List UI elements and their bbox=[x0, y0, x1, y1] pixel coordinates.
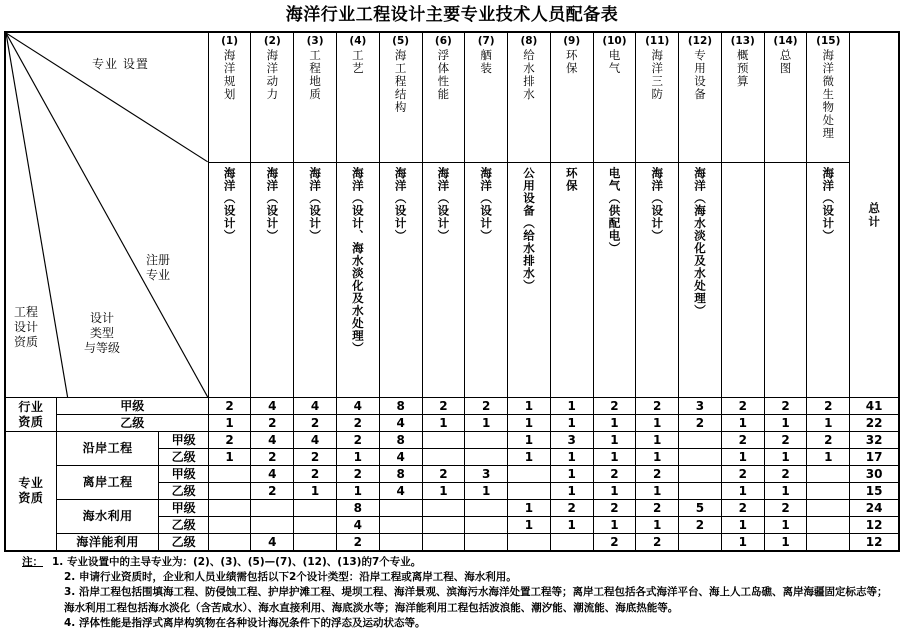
cell-industry-a-9: 1 bbox=[550, 398, 593, 415]
cell-industry-b-2: 2 bbox=[251, 415, 294, 432]
cell-coastal-a-total: 32 bbox=[850, 432, 899, 449]
cell-industry-b-11: 1 bbox=[636, 415, 679, 432]
cell-coastal-b-14: 1 bbox=[764, 449, 807, 466]
table-row bbox=[5, 500, 899, 517]
cell-seawater-a-1 bbox=[208, 500, 251, 517]
cell-offshore-b-1 bbox=[208, 483, 251, 500]
cell-seawater-a-2 bbox=[251, 500, 294, 517]
grade-label-offshore-b: 乙级 bbox=[159, 483, 208, 500]
subgroup-label-seawater: 海水利用 bbox=[56, 500, 159, 534]
cell-offshore-a-6: 2 bbox=[422, 466, 465, 483]
column-name-15: 海洋微生物处理 bbox=[821, 48, 836, 140]
column-header-4 bbox=[336, 32, 379, 163]
group-label-industry-qualification bbox=[5, 398, 56, 432]
cell-offshore-b-3: 1 bbox=[294, 483, 337, 500]
cell-offshore-a-13: 2 bbox=[721, 466, 764, 483]
column-name-10: 电气 bbox=[607, 48, 622, 75]
cell-industry-b-4: 2 bbox=[336, 415, 379, 432]
registration-cell-3 bbox=[294, 163, 337, 398]
registration-cell-9 bbox=[550, 163, 593, 398]
column-header-1 bbox=[208, 32, 251, 163]
page-title: 海洋行业工程设计主要专业技术人员配备表 bbox=[285, 5, 619, 25]
column-header-11 bbox=[636, 32, 679, 163]
registration-text-8: 公用设备（给水排水） bbox=[521, 167, 536, 292]
registration-text-15: 海洋（设计） bbox=[821, 167, 836, 242]
registration-text-7: 海洋（设计） bbox=[479, 167, 494, 242]
grade-label-seawater-a: 甲级 bbox=[159, 500, 208, 517]
cell-seawater-b-5 bbox=[379, 517, 422, 534]
cell-industry-b-total: 22 bbox=[850, 415, 899, 432]
corner-label-qualification bbox=[14, 305, 38, 350]
cell-seawater-b-total: 12 bbox=[850, 517, 899, 534]
cell-industry-a-13: 2 bbox=[721, 398, 764, 415]
cell-coastal-a-2: 4 bbox=[251, 432, 294, 449]
cell-coastal-a-7 bbox=[465, 432, 508, 449]
group-label-specialty-qualification bbox=[5, 432, 56, 552]
column-number-13: (13) bbox=[730, 35, 755, 47]
cell-seawater-a-15 bbox=[807, 500, 850, 517]
group-label-line1: 专业 bbox=[18, 476, 44, 490]
cell-industry-b-14: 1 bbox=[764, 415, 807, 432]
group-label-line1: 行业 bbox=[18, 399, 44, 414]
cell-offshore-b-12 bbox=[679, 483, 722, 500]
corner-label-qualification-line1: 工程 bbox=[14, 305, 39, 319]
cell-offshore-a-7: 3 bbox=[465, 466, 508, 483]
registration-cell-13 bbox=[721, 163, 764, 398]
cell-offshore-a-1 bbox=[208, 466, 251, 483]
cell-coastal-a-11: 1 bbox=[636, 432, 679, 449]
cell-industry-a-2: 4 bbox=[251, 398, 294, 415]
notes-label: 注： bbox=[22, 556, 43, 568]
column-number-3: (3) bbox=[306, 35, 324, 47]
cell-offshore-a-3: 2 bbox=[294, 466, 337, 483]
cell-coastal-a-13: 2 bbox=[721, 432, 764, 449]
registration-cell-7 bbox=[465, 163, 508, 398]
cell-offshore-b-total: 15 bbox=[850, 483, 899, 500]
cell-seawater-b-7 bbox=[465, 517, 508, 534]
notes-section bbox=[0, 555, 904, 631]
corner-label-registration-line1: 注册 bbox=[146, 253, 171, 267]
cell-offshore-b-11: 1 bbox=[636, 483, 679, 500]
table-row bbox=[5, 398, 899, 415]
cell-seawater-b-4: 4 bbox=[336, 517, 379, 534]
column-number-15: (15) bbox=[816, 35, 841, 47]
column-name-4: 工艺 bbox=[350, 48, 365, 75]
cell-coastal-b-3: 2 bbox=[294, 449, 337, 466]
column-name-11: 海洋三防 bbox=[650, 48, 665, 101]
cell-coastal-b-9: 1 bbox=[550, 449, 593, 466]
cell-offshore-b-2: 2 bbox=[251, 483, 294, 500]
cell-ocean-energy-b-11: 2 bbox=[636, 534, 679, 552]
cell-coastal-a-10: 1 bbox=[593, 432, 636, 449]
cell-seawater-b-8: 1 bbox=[508, 517, 551, 534]
corner-label-design-type-line3: 与等级 bbox=[84, 341, 121, 355]
cell-seawater-b-6 bbox=[422, 517, 465, 534]
cell-offshore-b-14: 1 bbox=[764, 483, 807, 500]
cell-seawater-a-9: 2 bbox=[550, 500, 593, 517]
column-header-14 bbox=[764, 32, 807, 163]
column-header-6 bbox=[422, 32, 465, 163]
grade-label-offshore-a: 甲级 bbox=[159, 466, 208, 483]
cell-seawater-b-10: 1 bbox=[593, 517, 636, 534]
cell-seawater-b-13: 1 bbox=[721, 517, 764, 534]
column-number-14: (14) bbox=[773, 35, 798, 47]
cell-coastal-a-15: 2 bbox=[807, 432, 850, 449]
note-item-2 bbox=[64, 570, 896, 585]
cell-coastal-b-1: 1 bbox=[208, 449, 251, 466]
column-header-8 bbox=[508, 32, 551, 163]
column-header-3 bbox=[294, 32, 337, 163]
cell-seawater-b-15 bbox=[807, 517, 850, 534]
column-number-10: (10) bbox=[602, 35, 627, 47]
cell-offshore-a-12 bbox=[679, 466, 722, 483]
corner-label-registration bbox=[146, 253, 170, 283]
cell-coastal-b-total: 17 bbox=[850, 449, 899, 466]
cell-industry-a-12: 3 bbox=[679, 398, 722, 415]
cell-coastal-b-10: 1 bbox=[593, 449, 636, 466]
note-item-1 bbox=[22, 555, 896, 570]
registration-cell-14 bbox=[764, 163, 807, 398]
cell-coastal-b-7 bbox=[465, 449, 508, 466]
column-name-7: 舾装 bbox=[479, 48, 494, 75]
cell-coastal-b-11: 1 bbox=[636, 449, 679, 466]
table-row bbox=[5, 534, 899, 552]
column-name-9: 环保 bbox=[564, 48, 579, 75]
cell-offshore-a-9: 1 bbox=[550, 466, 593, 483]
cell-ocean-energy-b-7 bbox=[465, 534, 508, 552]
cell-coastal-b-2: 2 bbox=[251, 449, 294, 466]
cell-ocean-energy-b-13: 1 bbox=[721, 534, 764, 552]
cell-industry-a-10: 2 bbox=[593, 398, 636, 415]
note-text-4: 4. 浮体性能是指浮式离岸构筑物在各种设计海况条件下的浮态及运动状态等。 bbox=[64, 616, 426, 629]
cell-industry-b-7: 1 bbox=[465, 415, 508, 432]
cell-industry-a-15: 2 bbox=[807, 398, 850, 415]
cell-ocean-energy-b-9 bbox=[550, 534, 593, 552]
cell-ocean-energy-b-2: 4 bbox=[251, 534, 294, 552]
column-header-2 bbox=[251, 32, 294, 163]
cell-industry-a-11: 2 bbox=[636, 398, 679, 415]
cell-offshore-a-total: 30 bbox=[850, 466, 899, 483]
cell-seawater-b-14: 1 bbox=[764, 517, 807, 534]
cell-coastal-b-12 bbox=[679, 449, 722, 466]
cell-ocean-energy-b-14: 1 bbox=[764, 534, 807, 552]
cell-seawater-a-12: 5 bbox=[679, 500, 722, 517]
cell-industry-a-8: 1 bbox=[508, 398, 551, 415]
subgroup-label-coastal: 沿岸工程 bbox=[56, 432, 159, 466]
registration-cell-8 bbox=[508, 163, 551, 398]
cell-industry-b-8: 1 bbox=[508, 415, 551, 432]
cell-ocean-energy-b-6 bbox=[422, 534, 465, 552]
corner-label-qualification-line3: 资质 bbox=[14, 335, 39, 349]
cell-offshore-a-14: 2 bbox=[764, 466, 807, 483]
cell-offshore-b-8 bbox=[508, 483, 551, 500]
column-number-6: (6) bbox=[434, 35, 452, 47]
column-header-9 bbox=[550, 32, 593, 163]
cell-coastal-b-4: 1 bbox=[336, 449, 379, 466]
header-row-specialties bbox=[5, 32, 899, 163]
cell-industry-a-3: 4 bbox=[294, 398, 337, 415]
registration-cell-2 bbox=[251, 163, 294, 398]
cell-ocean-energy-b-4: 2 bbox=[336, 534, 379, 552]
cell-industry-b-12: 2 bbox=[679, 415, 722, 432]
group-label-line2: 资质 bbox=[18, 414, 44, 429]
registration-text-1: 海洋（设计） bbox=[222, 167, 237, 242]
cell-industry-b-6: 1 bbox=[422, 415, 465, 432]
cell-industry-a-14: 2 bbox=[764, 398, 807, 415]
cell-seawater-a-11: 2 bbox=[636, 500, 679, 517]
corner-label-design-type-line1: 设计 bbox=[90, 311, 115, 325]
table-row bbox=[5, 432, 899, 449]
cell-coastal-a-3: 4 bbox=[294, 432, 337, 449]
cell-offshore-b-7: 1 bbox=[465, 483, 508, 500]
grade-label-seawater-b: 乙级 bbox=[159, 517, 208, 534]
cell-coastal-a-5: 8 bbox=[379, 432, 422, 449]
cell-offshore-b-13: 1 bbox=[721, 483, 764, 500]
cell-ocean-energy-b-total: 12 bbox=[850, 534, 899, 552]
cell-offshore-a-8 bbox=[508, 466, 551, 483]
cell-offshore-a-15 bbox=[807, 466, 850, 483]
cell-coastal-a-14: 2 bbox=[764, 432, 807, 449]
grade-label-coastal-b: 乙级 bbox=[159, 449, 208, 466]
cell-industry-b-15: 1 bbox=[807, 415, 850, 432]
cell-seawater-a-3 bbox=[294, 500, 337, 517]
cell-offshore-a-5: 8 bbox=[379, 466, 422, 483]
note-text-3: 3. 沿岸工程包括围填海工程、防侵蚀工程、护岸护滩工程、堤坝工程、海洋景观、滨海污水海洋处置工程等；离岸工程包括各式海洋平台、海上人工岛礁、离岸海疆固定标志等；海水利用工程包括海水淡化（含苦咸水）、海水直接利用、海底淡水等；海洋能利用工程包括波浪能、潮汐能、潮流能、海底热能等。 bbox=[64, 586, 888, 614]
cell-coastal-a-12 bbox=[679, 432, 722, 449]
personnel-allocation-table bbox=[4, 31, 900, 552]
cell-seawater-b-11: 1 bbox=[636, 517, 679, 534]
cell-offshore-a-10: 2 bbox=[593, 466, 636, 483]
column-header-15 bbox=[807, 32, 850, 163]
cell-industry-b-10: 1 bbox=[593, 415, 636, 432]
cell-industry-a-total: 41 bbox=[850, 398, 899, 415]
registration-cell-1 bbox=[208, 163, 251, 398]
registration-text-6: 海洋（设计） bbox=[436, 167, 451, 242]
registration-cell-15 bbox=[807, 163, 850, 398]
grade-label-industry-b: 乙级 bbox=[56, 415, 208, 432]
column-name-total: 总计 bbox=[867, 201, 882, 229]
cell-ocean-energy-b-10: 2 bbox=[593, 534, 636, 552]
note-item-4 bbox=[64, 616, 896, 631]
corner-label-design-type bbox=[84, 311, 120, 356]
cell-seawater-a-5 bbox=[379, 500, 422, 517]
cell-industry-a-7: 2 bbox=[465, 398, 508, 415]
registration-text-4: 海洋（设计、海水淡化及水处理） bbox=[350, 167, 365, 355]
registration-text-3: 海洋（设计） bbox=[308, 167, 323, 242]
column-number-11: (11) bbox=[645, 35, 670, 47]
cell-coastal-b-6 bbox=[422, 449, 465, 466]
cell-industry-b-9: 1 bbox=[550, 415, 593, 432]
corner-diagonal-header bbox=[5, 32, 208, 398]
cell-ocean-energy-b-15 bbox=[807, 534, 850, 552]
column-name-13: 概预算 bbox=[735, 48, 750, 88]
cell-seawater-a-total: 24 bbox=[850, 500, 899, 517]
cell-seawater-a-7 bbox=[465, 500, 508, 517]
column-header-10 bbox=[593, 32, 636, 163]
column-number-5: (5) bbox=[392, 35, 410, 47]
cell-ocean-energy-b-12 bbox=[679, 534, 722, 552]
column-number-2: (2) bbox=[263, 35, 281, 47]
column-header-13 bbox=[721, 32, 764, 163]
grade-label-ocean-energy-b: 乙级 bbox=[159, 534, 208, 552]
column-number-12: (12) bbox=[687, 35, 713, 47]
registration-text-5: 海洋（设计） bbox=[393, 167, 408, 242]
corner-label-qualification-line2: 设计 bbox=[14, 320, 39, 334]
subgroup-label-ocean-energy: 海洋能利用 bbox=[56, 534, 159, 552]
cell-industry-a-1: 2 bbox=[208, 398, 251, 415]
cell-seawater-a-8: 1 bbox=[508, 500, 551, 517]
registration-cell-12 bbox=[679, 163, 722, 398]
column-number-8: (8) bbox=[520, 35, 538, 47]
column-number-7: (7) bbox=[477, 35, 495, 47]
cell-seawater-a-10: 2 bbox=[593, 500, 636, 517]
cell-offshore-a-2: 4 bbox=[251, 466, 294, 483]
cell-industry-a-6: 2 bbox=[422, 398, 465, 415]
corner-label-registration-line2: 专业 bbox=[146, 268, 171, 282]
note-text-2: 2. 申请行业资质时，企业和人员业绩需包括以下2个设计类型：沿岸工程或离岸工程、海水利用。 bbox=[64, 571, 517, 584]
cell-seawater-b-12: 2 bbox=[679, 517, 722, 534]
cell-offshore-b-10: 1 bbox=[593, 483, 636, 500]
registration-text-12: 海洋（海水淡化及水处理） bbox=[693, 167, 707, 317]
cell-ocean-energy-b-3 bbox=[294, 534, 337, 552]
registration-text-11: 海洋（设计） bbox=[650, 167, 665, 242]
cell-coastal-b-15: 1 bbox=[807, 449, 850, 466]
cell-ocean-energy-b-8 bbox=[508, 534, 551, 552]
subgroup-label-offshore: 离岸工程 bbox=[56, 466, 159, 500]
cell-industry-b-5: 4 bbox=[379, 415, 422, 432]
cell-ocean-energy-b-1 bbox=[208, 534, 251, 552]
column-name-14: 总图 bbox=[778, 48, 793, 75]
registration-cell-11 bbox=[636, 163, 679, 398]
cell-seawater-b-2 bbox=[251, 517, 294, 534]
table-row bbox=[5, 415, 899, 432]
cell-industry-b-1: 1 bbox=[208, 415, 251, 432]
cell-offshore-a-4: 2 bbox=[336, 466, 379, 483]
column-name-12: 专用设备 bbox=[693, 48, 707, 101]
column-header-7 bbox=[465, 32, 508, 163]
registration-text-2: 海洋（设计） bbox=[265, 167, 280, 242]
cell-offshore-b-15 bbox=[807, 483, 850, 500]
cell-coastal-a-6 bbox=[422, 432, 465, 449]
column-number-1: (1) bbox=[221, 35, 238, 47]
note-text-1: 1. 专业设置中的主导专业为：(2)、(3)、(5)—(7)、(12)、(13)的7个专业。 bbox=[52, 556, 422, 568]
column-name-3: 工程地质 bbox=[308, 48, 323, 101]
cell-industry-b-3: 2 bbox=[294, 415, 337, 432]
column-header-total bbox=[850, 32, 899, 398]
cell-coastal-b-8: 1 bbox=[508, 449, 551, 466]
column-name-1: 海洋规划 bbox=[222, 48, 237, 101]
column-name-2: 海洋动力 bbox=[265, 48, 280, 101]
registration-cell-5 bbox=[379, 163, 422, 398]
registration-cell-4 bbox=[336, 163, 379, 398]
cell-seawater-a-13: 2 bbox=[721, 500, 764, 517]
cell-offshore-b-9: 1 bbox=[550, 483, 593, 500]
cell-seawater-b-9: 1 bbox=[550, 517, 593, 534]
registration-text-10: 电气（供配电） bbox=[607, 167, 622, 255]
cell-ocean-energy-b-5 bbox=[379, 534, 422, 552]
corner-label-design-type-line2: 类型 bbox=[90, 326, 115, 340]
cell-coastal-a-8: 1 bbox=[508, 432, 551, 449]
cell-seawater-a-6 bbox=[422, 500, 465, 517]
registration-cell-10 bbox=[593, 163, 636, 398]
cell-seawater-a-4: 8 bbox=[336, 500, 379, 517]
column-name-5: 海工程结构 bbox=[393, 48, 408, 114]
cell-industry-a-5: 8 bbox=[379, 398, 422, 415]
column-name-6: 浮体性能 bbox=[436, 48, 451, 101]
cell-coastal-b-5: 4 bbox=[379, 449, 422, 466]
cell-offshore-b-5: 4 bbox=[379, 483, 422, 500]
cell-seawater-b-1 bbox=[208, 517, 251, 534]
cell-seawater-b-3 bbox=[294, 517, 337, 534]
column-header-12 bbox=[679, 32, 722, 163]
corner-label-specialty-setup: 专业 设置 bbox=[92, 57, 149, 71]
grade-label-industry-a: 甲级 bbox=[56, 398, 208, 415]
group-label-line2: 资质 bbox=[18, 491, 44, 505]
column-name-8: 给水排水 bbox=[521, 48, 536, 101]
cell-offshore-a-11: 2 bbox=[636, 466, 679, 483]
cell-coastal-a-9: 3 bbox=[550, 432, 593, 449]
cell-coastal-b-13: 1 bbox=[721, 449, 764, 466]
column-number-4: (4) bbox=[349, 35, 367, 47]
cell-industry-a-4: 4 bbox=[336, 398, 379, 415]
cell-offshore-b-4: 1 bbox=[336, 483, 379, 500]
column-header-5 bbox=[379, 32, 422, 163]
cell-coastal-a-4: 2 bbox=[336, 432, 379, 449]
cell-offshore-b-6: 1 bbox=[422, 483, 465, 500]
column-number-9: (9) bbox=[563, 35, 581, 47]
table-row bbox=[5, 466, 899, 483]
cell-seawater-a-14: 2 bbox=[764, 500, 807, 517]
cell-coastal-a-1: 2 bbox=[208, 432, 251, 449]
cell-industry-b-13: 1 bbox=[721, 415, 764, 432]
grade-label-coastal-a: 甲级 bbox=[159, 432, 208, 449]
note-item-3 bbox=[64, 585, 896, 615]
registration-cell-6 bbox=[422, 163, 465, 398]
registration-text-9: 环保 bbox=[564, 167, 579, 192]
